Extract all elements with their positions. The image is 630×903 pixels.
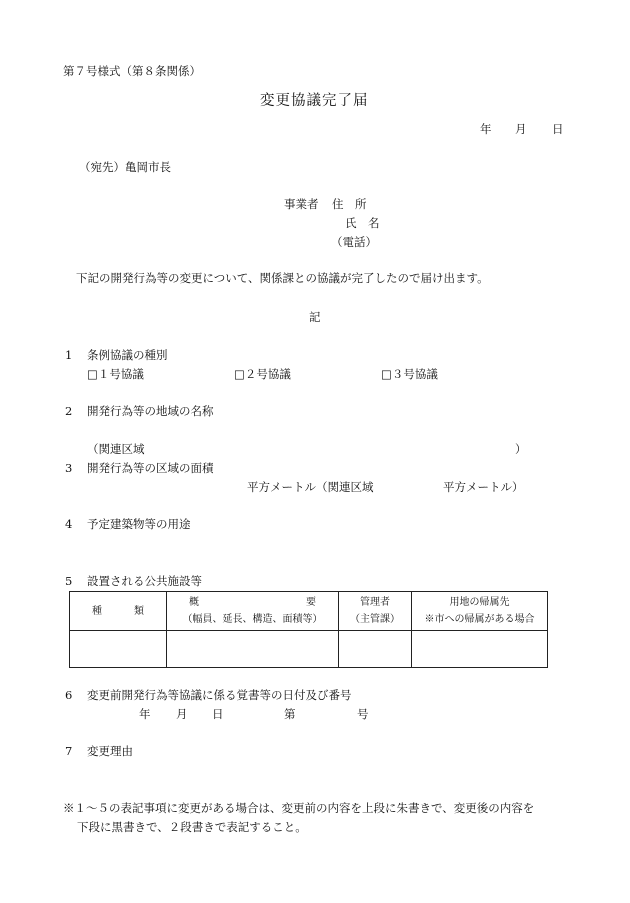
date-month: 月 xyxy=(515,122,527,136)
header-outline: 概 要 （幅員、延長、構造、面積等） xyxy=(167,592,339,631)
applicant-name: 氏 名 xyxy=(345,216,380,230)
item6-dai: 第 xyxy=(284,707,296,721)
area-unit: 平方メートル（関連区域 xyxy=(247,480,374,494)
related-area-close: ） xyxy=(515,442,527,456)
item2-label: 開発行為等の地域の名称 xyxy=(87,404,214,418)
related-area-open: （関連区域 xyxy=(87,442,145,456)
item4-number: 4 xyxy=(65,517,73,531)
item6-month: 月 xyxy=(176,707,188,721)
checkbox-3[interactable] xyxy=(381,369,438,381)
table-header-row xyxy=(70,592,548,631)
item3-number: 3 xyxy=(65,461,73,475)
form-title: 変更協議完了届 xyxy=(260,93,369,109)
checkbox-1-label: １号協議 xyxy=(97,367,144,381)
note-line-2: 下段に黒書きで、２段書きで表記すること。 xyxy=(77,820,307,834)
area-unit-close: 平方メートル） xyxy=(443,480,524,494)
checkbox-2-label: ２号協議 xyxy=(244,367,291,381)
item6-label: 変更前開発行為等協議に係る覚書等の日付及び番号 xyxy=(87,688,352,702)
form-number: 第７号様式（第８条関係） xyxy=(63,64,201,78)
statement: 下記の開発行為等の変更について、関係課との協議が完了したので届け出ます。 xyxy=(76,271,489,285)
note-line-1: ※１～５の表記事項に変更がある場合は、変更前の内容を上段に朱書きで、変更後の内容を xyxy=(63,801,535,815)
checkbox-2[interactable] xyxy=(234,369,291,381)
item6-go: 号 xyxy=(357,707,369,721)
item2-number: 2 xyxy=(65,404,73,418)
item1-number: 1 xyxy=(65,348,73,362)
item7-label: 変更理由 xyxy=(87,744,133,758)
item6-year: 年 xyxy=(139,707,151,721)
item3-label: 開発行為等の区域の面積 xyxy=(87,461,214,475)
cell-outline[interactable] xyxy=(167,631,339,668)
item7-number: 7 xyxy=(65,744,73,758)
applicant-label: 事業者 xyxy=(284,197,319,211)
date-year: 年 xyxy=(480,122,492,136)
header-manager: 管理者 （主管課） xyxy=(339,592,412,631)
item4-label: 予定建築物等の用途 xyxy=(87,517,191,531)
header-land: 用地の帰属先 ※市への帰属がある場合 xyxy=(412,592,548,631)
table-row xyxy=(70,631,548,668)
date-day: 日 xyxy=(552,122,564,136)
applicant-address: 住 所 xyxy=(332,197,367,211)
item6-day: 日 xyxy=(212,707,224,721)
item5-number: 5 xyxy=(65,574,73,588)
applicant-phone: （電話） xyxy=(331,235,377,249)
facilities-table xyxy=(69,591,548,668)
item1-label: 条例協議の種別 xyxy=(87,348,168,362)
checkbox-3-box[interactable]: □ xyxy=(381,367,392,381)
item5-label: 設置される公共施設等 xyxy=(87,574,202,588)
cell-manager[interactable] xyxy=(339,631,412,668)
checkbox-1-box[interactable]: □ xyxy=(87,367,98,381)
item6-number: 6 xyxy=(65,688,73,702)
cell-land[interactable] xyxy=(412,631,548,668)
addressee: （宛先）亀岡市長 xyxy=(79,160,171,174)
ki-heading: 記 xyxy=(309,310,321,324)
checkbox-3-label: ３号協議 xyxy=(391,367,438,381)
header-kind: 種 類 xyxy=(70,592,167,631)
checkbox-1[interactable] xyxy=(87,369,144,381)
checkbox-2-box[interactable]: □ xyxy=(234,367,245,381)
cell-kind[interactable] xyxy=(70,631,167,668)
